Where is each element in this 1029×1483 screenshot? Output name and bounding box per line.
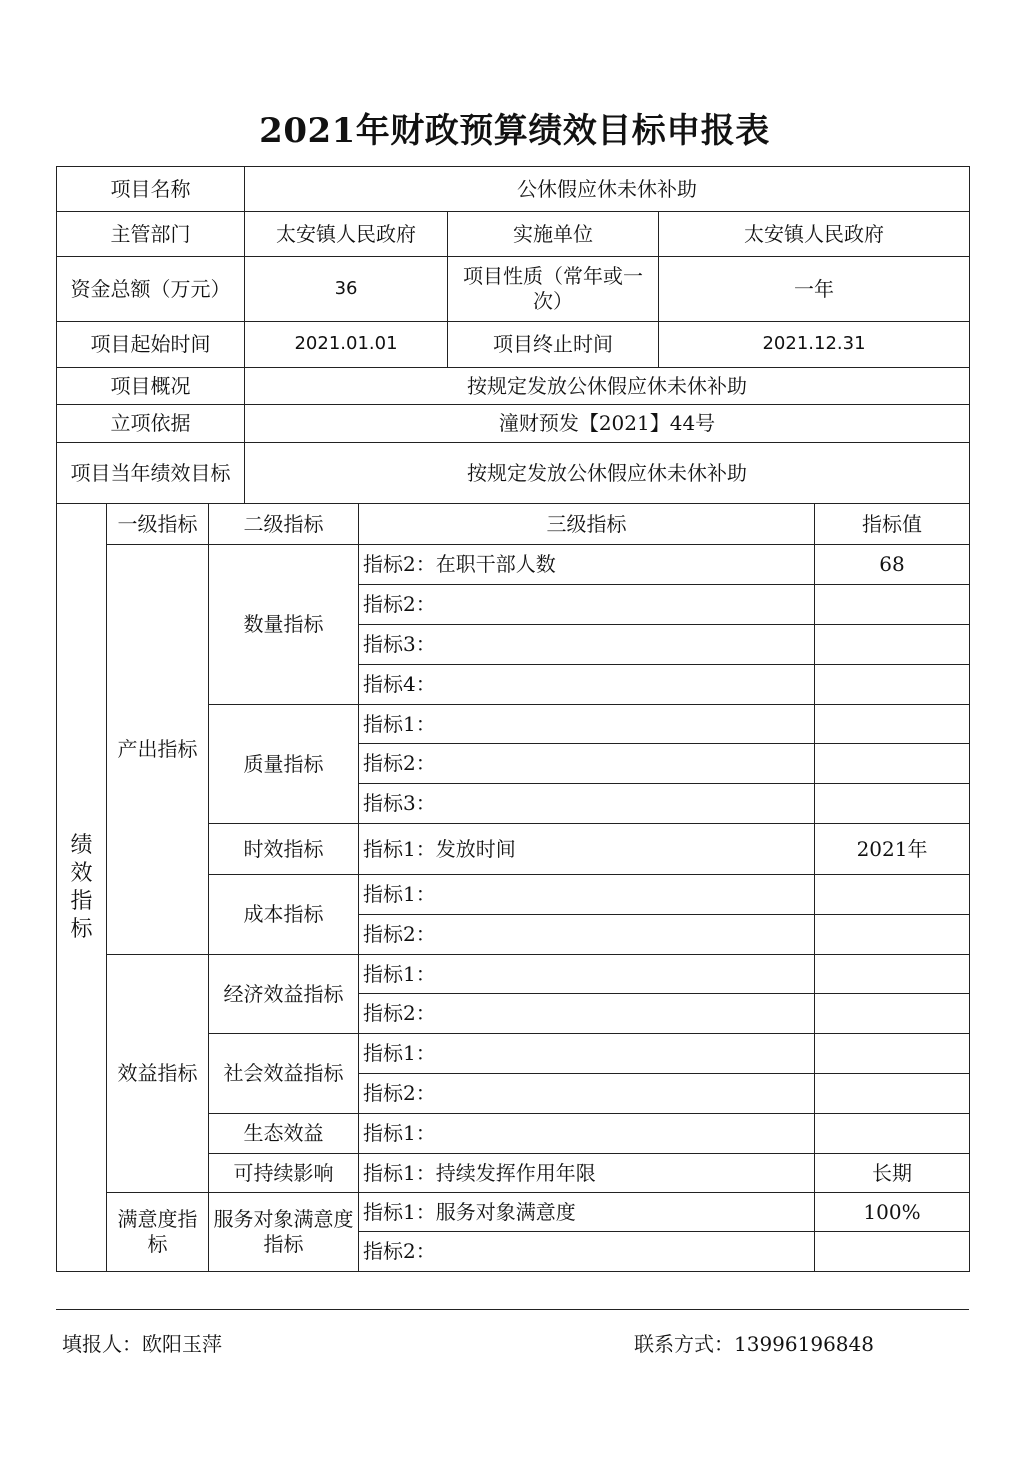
header-level2: 二级指标: [209, 504, 359, 545]
indicator-name: 指标1：持续发挥作用年限: [359, 1154, 815, 1193]
project-name-label: 项目名称: [57, 167, 245, 212]
indicator-header-row: [57, 504, 970, 545]
indicator-value: [815, 955, 970, 994]
indicator-value: [815, 994, 970, 1034]
unit-value: 太安镇人民政府: [659, 212, 970, 257]
indicator-value: 68: [815, 545, 970, 585]
indicator-value: [815, 585, 970, 625]
indicator-value: 100%: [815, 1193, 970, 1232]
header-level1: 一级指标: [107, 504, 209, 545]
row-dates: [57, 322, 970, 368]
indicator-name: 指标2：: [359, 585, 815, 625]
row-fund: [57, 257, 970, 322]
indicator-name: 指标3：: [359, 625, 815, 665]
nature-label: 项目性质（常年或一次）: [448, 257, 659, 322]
indicator-value: [815, 915, 970, 955]
indicator-value: [815, 784, 970, 824]
level2-economic: 经济效益指标: [209, 955, 359, 1034]
indicator-value: [815, 1074, 970, 1114]
header-level3: 三级指标: [359, 504, 815, 545]
contact-text: 联系方式：13996196848: [634, 1332, 874, 1356]
goal-value: 按规定发放公休假应休未休补助: [245, 443, 970, 504]
reporter-text: 填报人：欧阳玉萍: [62, 1332, 222, 1356]
indicator-name: 指标1：发放时间: [359, 824, 815, 875]
header-value: 指标值: [815, 504, 970, 545]
level2-sustainable: 可持续影响: [209, 1154, 359, 1193]
row-dept: [57, 212, 970, 257]
indicator-name: 指标2：: [359, 915, 815, 955]
indicator-value: [815, 744, 970, 784]
row-basis: [57, 405, 970, 443]
dept-value: 太安镇人民政府: [245, 212, 448, 257]
project-name-value: 公休假应休未休补助: [245, 167, 970, 212]
indicator-name: 指标3：: [359, 784, 815, 824]
section-label-cell: [57, 504, 107, 1272]
overview-label: 项目概况: [57, 368, 245, 405]
level1-satisfaction: 满意度指标: [107, 1193, 209, 1272]
level2-quantity: 数量指标: [209, 545, 359, 705]
indicator-name: 指标2：: [359, 744, 815, 784]
indicator-value: [815, 625, 970, 665]
indicator-name: 指标4：: [359, 665, 815, 705]
table-row: [57, 545, 970, 585]
indicator-name: 指标2：: [359, 994, 815, 1034]
row-goal: [57, 443, 970, 504]
indicator-value: 2021年: [815, 824, 970, 875]
indicator-value: [815, 705, 970, 744]
section-label: 绩效指标: [70, 832, 93, 942]
level1-benefit: 效益指标: [107, 955, 209, 1193]
table-row: [57, 955, 970, 994]
fund-label: 资金总额（万元）: [57, 257, 245, 322]
indicator-value: 长期: [815, 1154, 970, 1193]
indicator-name: 指标1：: [359, 955, 815, 994]
table-row: [57, 1193, 970, 1232]
row-overview: [57, 368, 970, 405]
row-project-name: [57, 167, 970, 212]
end-label: 项目终止时间: [448, 322, 659, 368]
overview-value: 按规定发放公休假应休未休补助: [245, 368, 970, 405]
indicator-value: [815, 665, 970, 705]
indicator-name: 指标2：: [359, 1232, 815, 1272]
goal-label: 项目当年绩效目标: [57, 443, 245, 504]
level1-output: 产出指标: [107, 545, 209, 955]
indicator-value: [815, 1114, 970, 1154]
end-value: 2021.12.31: [659, 322, 970, 368]
level2-timeliness: 时效指标: [209, 824, 359, 875]
level2-ecological: 生态效益: [209, 1114, 359, 1154]
indicator-value: [815, 875, 970, 915]
indicator-name: 指标1：: [359, 1034, 815, 1074]
level2-social: 社会效益指标: [209, 1034, 359, 1114]
level2-quality: 质量指标: [209, 705, 359, 824]
indicator-name: 指标1：: [359, 875, 815, 915]
indicator-name: 指标2：在职干部人数: [359, 545, 815, 585]
dept-label: 主管部门: [57, 212, 245, 257]
start-value: 2021.01.01: [245, 322, 448, 368]
indicator-name: 指标1：: [359, 1114, 815, 1154]
indicator-value: [815, 1232, 970, 1272]
page-title: 2021年财政预算绩效目标申报表: [259, 111, 770, 151]
start-label: 项目起始时间: [57, 322, 245, 368]
basis-label: 立项依据: [57, 405, 245, 443]
unit-label: 实施单位: [448, 212, 659, 257]
nature-value: 一年: [659, 257, 970, 322]
indicator-name: 指标2：: [359, 1074, 815, 1114]
indicator-name: 指标1：服务对象满意度: [359, 1193, 815, 1232]
level2-cost: 成本指标: [209, 875, 359, 955]
footer-divider: [56, 1309, 969, 1310]
budget-form-table: [56, 166, 970, 1272]
indicator-value: [815, 1034, 970, 1074]
fund-value: 36: [245, 257, 448, 322]
basis-value: 潼财预发【2021】44号: [245, 405, 970, 443]
level2-satisfaction: 服务对象满意度指标: [209, 1193, 359, 1272]
indicator-name: 指标1：: [359, 705, 815, 744]
